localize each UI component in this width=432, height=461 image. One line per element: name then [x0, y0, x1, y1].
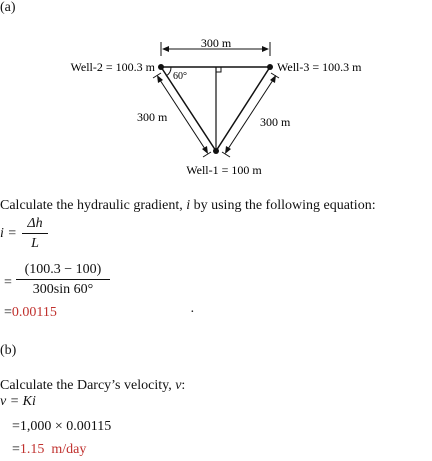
darcy-result: 1.15 m/day	[19, 442, 87, 457]
well-2-label: Well-2 = 100.3 m	[70, 60, 155, 74]
well-1-label: Well-1 = 100 m	[186, 163, 262, 177]
gradient-denominator: L	[31, 236, 39, 251]
angle-label: 60°	[173, 71, 187, 82]
triangle-right-side	[216, 67, 270, 151]
part-a-intro-text: Calculate the hydraulic gradient,	[0, 198, 183, 213]
part-b-label: (b)	[0, 343, 17, 358]
part-b-intro	[0, 378, 185, 394]
well-triangle-diagram	[0, 0, 432, 190]
triangle-left-side	[161, 67, 216, 151]
darcy-result-line	[12, 442, 86, 458]
step2-numerator: (100.3 − 100)	[24, 262, 102, 277]
equals-sign: =	[12, 442, 20, 457]
part-a-intro-tail: by using the following equation:	[193, 198, 376, 213]
gradient-lhs: i =	[0, 226, 17, 241]
left-length-label: 300 m	[137, 110, 168, 124]
part-a-intro	[0, 198, 376, 214]
equals-sign: =	[4, 305, 12, 320]
darcy-equation: ν = Ki	[0, 394, 36, 409]
part-a-intro-var: i	[186, 198, 191, 213]
left-dimension-arrow-top	[157, 75, 163, 83]
fraction-bar	[22, 233, 48, 234]
well-1-dot	[213, 148, 219, 154]
right-length-label: 300 m	[260, 115, 291, 129]
step2-denominator: 300sin 60°	[32, 282, 94, 297]
right-dimension-arrow-top	[270, 75, 276, 83]
top-dimension-arrow-left	[162, 46, 169, 52]
part-b-intro-tail: :	[181, 378, 186, 393]
equals-sign-step2: =	[4, 275, 12, 290]
part-b-intro-text: Calculate the Darcy’s velocity,	[0, 378, 172, 393]
well-3-label: Well-3 = 100.3 m	[277, 60, 362, 74]
part-a-label: (a)	[0, 0, 16, 15]
right-dimension-arrow-bottom	[225, 146, 231, 154]
stray-dot: ·	[190, 305, 195, 320]
gradient-numerator: Δh	[27, 216, 43, 231]
top-length-label: 300 m	[200, 36, 232, 50]
top-dimension-arrow-right	[262, 46, 269, 52]
gradient-result-line	[4, 305, 57, 321]
well-3-dot	[267, 64, 273, 70]
left-dimension-arrow-bottom	[202, 146, 208, 154]
gradient-fraction	[22, 216, 48, 252]
well-2-dot	[158, 64, 164, 70]
step2-fraction	[16, 262, 110, 298]
fraction-bar	[16, 279, 110, 280]
gradient-result: 0.00115	[11, 305, 57, 320]
part-b-intro-var: ν	[175, 378, 182, 393]
darcy-substitution: =1,000 × 0.00115	[12, 419, 112, 434]
